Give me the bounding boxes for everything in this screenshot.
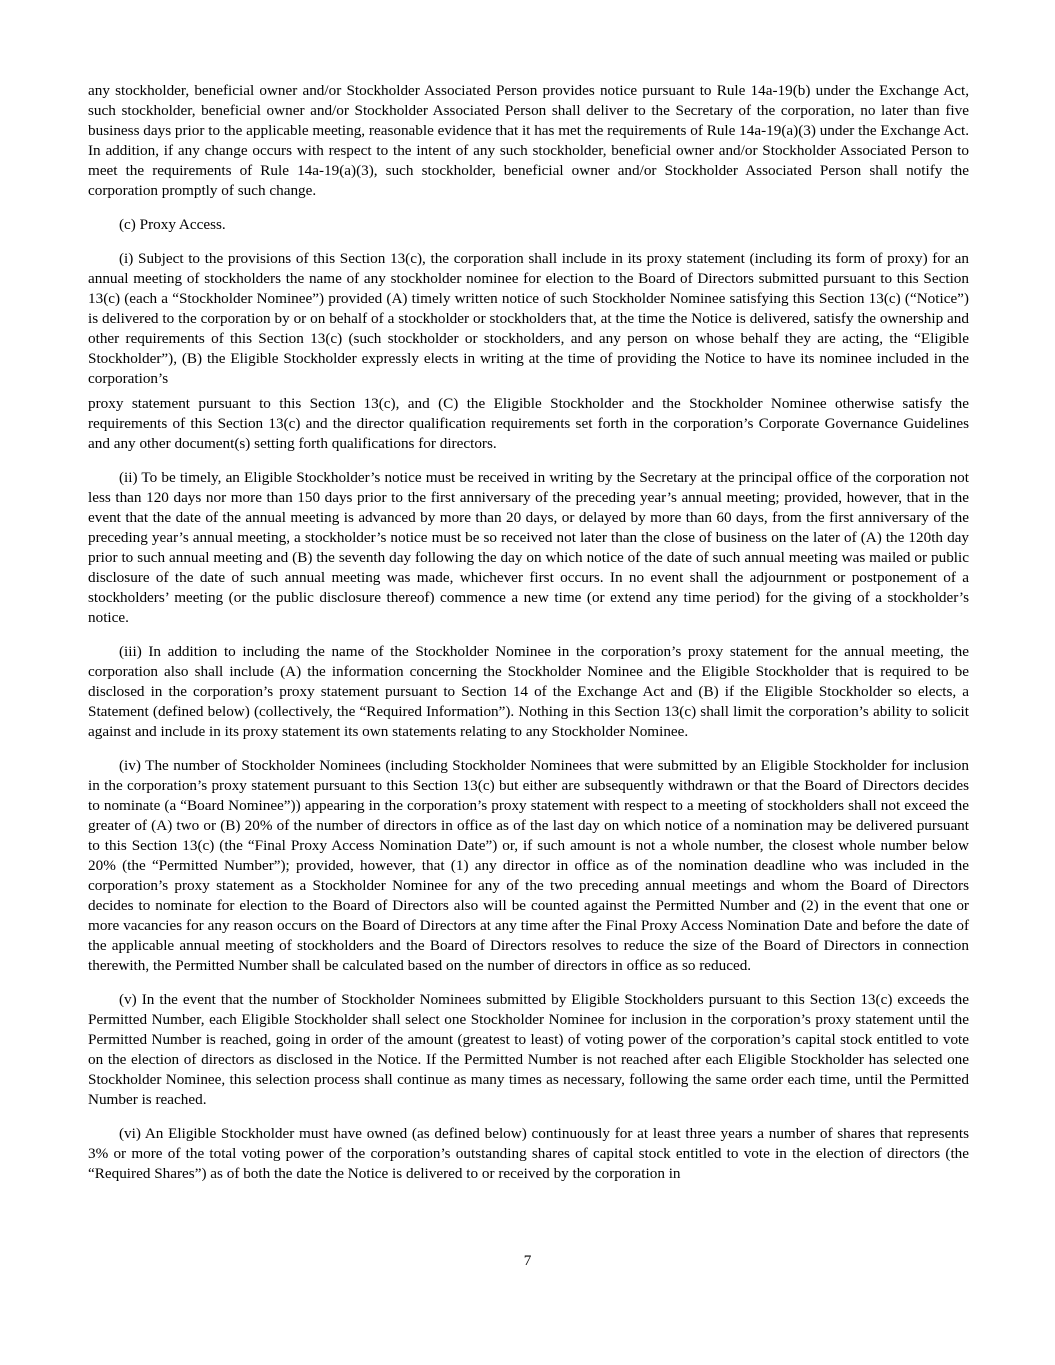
paragraph-i-continued: proxy statement pursuant to this Section 13(c), and (C) the Eligible Stockholder and the Stockholder Nominee otherwise satisfy the requirements of this Section 13(c) and the director qualification requirements set forth in the corporation’s Corporate Governance Guidelines and any other document(s) setting forth qualifications for directors. (88, 395, 969, 452)
paragraph-iii: (iii) In addition to including the name of the Stockholder Nominee in the corporation’s proxy statement for the annual meeting, the corporation also shall include (A) the information concerning the Stockholder Nominee and the Eligible Stockholder that is required to be disclosed in the corporation’s proxy statement pursuant to Section 14 of the Exchange Act and (B) if the Eligible Stockholder so elects, a Statement (defined below) (collectively, the “Required Information”). Nothing in this Section 13(c) shall limit the corporation’s ability to solicit against and include in its proxy statement its own statements relating to any Stockholder Nominee. (88, 643, 969, 740)
paragraph-v: (v) In the event that the number of Stockholder Nominees submitted by Eligible Stockholders pursuant to this Section 13(c) exceeds the Permitted Number, each Eligible Stockholder shall select one Stockholder Nominee for inclusion in the corporation’s proxy statement until the Permitted Number is reached, going in order of the amount (greatest to least) of voting power of the corporation’s capital stock entitled to vote on the election of directors as disclosed in the Notice. If the Permitted Number is not reached after each Eligible Stockholder has selected one Stockholder Nominee, this selection process shall continue as many times as necessary, following the same order each time, until the Permitted Number is reached. (88, 991, 969, 1108)
page-number: 7 (523, 1252, 532, 1269)
paragraph-iv: (iv) The number of Stockholder Nominees (including Stockholder Nominees that were submitted by an Eligible Stockholder for inclusion in the corporation’s proxy statement pursuant to this Section 13(c) but either are subsequently withdrawn or that the Board of Directors decides to nominate (a “Board Nominee”)) appearing in the corporation’s proxy statement with respect to a meeting of stockholders shall not exceed the greater of (A) two or (B) 20% of the number of directors in office as of the last day on which notice of a nomination may be delivered pursuant to this Section 13(c) (the “Final Proxy Access Nomination Date”) or, if such amount is not a whole number, the closest whole number below 20% (the “Permitted Number”); provided, however, that (1) any director in office as of the nomination deadline who was included in the corporation’s proxy statement as a Stockholder Nominee for any of the two preceding annual meetings and whom the Board of Directors decides to nominate for election to the Board of Directors also will be counted against the Permitted Number and (2) in the event that one or more vacancies for any reason occurs on the Board of Directors at any time after the Final Proxy Access Nomination Date and before the date of the applicable annual meeting of stockholders and the Board of Directors resolves to reduce the size of the Board of Directors in connection therewith, the Permitted Number shall be calculated based on the number of directors in office as so reduced. (88, 757, 969, 974)
paragraph-vi: (vi) An Eligible Stockholder must have owned (as defined below) continuously for at least three years a number of shares that represents 3% or more of the total voting power of the corporation’s outstanding shares of capital stock entitled to vote in the election of directors (the “Required Shares”) as of both the date the Notice is delivered to or received by the corporation in (88, 1125, 969, 1182)
paragraph-i: (i) Subject to the provisions of this Section 13(c), the corporation shall include in its proxy statement (including its form of proxy) for an annual meeting of stockholders the name of any stockholder nominee for election to the Board of Directors submitted pursuant to this Section 13(c) (each a “Stockholder Nominee”) provided (A) timely written notice of such Stockholder Nominee satisfying this Section 13(c) (“Notice”) is delivered to the corporation by or on behalf of a stockholder or stockholders that, at the time the Notice is delivered, satisfy the ownership and other requirements of this Section 13(c) (such stockholder or stockholders, and any person on whose behalf they are acting, the “Eligible Stockholder”), (B) the Eligible Stockholder expressly elects in writing at the time of providing the Notice to have its nominee included in the corporation’s (88, 250, 969, 387)
section-heading-proxy-access: (c) Proxy Access. (119, 216, 226, 233)
paragraph-rule-14a-19-continuation: any stockholder, beneficial owner and/or Stockholder Associated Person provides notice pursuant to Rule 14a-19(b) under the Exchange Act, such stockholder, beneficial owner and/or Stockholder Associated Person shall deliver to the Secretary of the corporation, no later than five business days prior to the applicable meeting, reasonable evidence that it has met the requirements of Rule 14a-19(a)(3) under the Exchange Act. In addition, if any change occurs with respect to the intent of any such stockholder, beneficial owner and/or Stockholder Associated Person to meet the requirements of Rule 14a-19(a)(3), such stockholder, beneficial owner and/or Stockholder Associated Person shall notify the corporation promptly of such change. (88, 82, 969, 199)
paragraph-ii: (ii) To be timely, an Eligible Stockholder’s notice must be received in writing by the Secretary at the principal office of the corporation not less than 120 days nor more than 150 days prior to the first anniversary of the preceding year’s annual meeting; provided, however, that in the event that the date of the annual meeting is advanced by more than 20 days, or delayed by more than 60 days, from the first anniversary of the preceding year’s annual meeting, a stockholder’s notice must be so received not later than the close of business on the later of (A) the 120th day prior to such annual meeting and (B) the seventh day following the day on which notice of the date of such annual meeting was mailed or public disclosure of the date of such annual meeting was made, whichever first occurs. In no event shall the adjournment or postponement of a stockholders’ meeting (or the public disclosure thereof) commence a new time (or extend any time period) for the giving of a stockholder’s notice. (88, 469, 969, 626)
document-page (88, 81, 969, 1184)
